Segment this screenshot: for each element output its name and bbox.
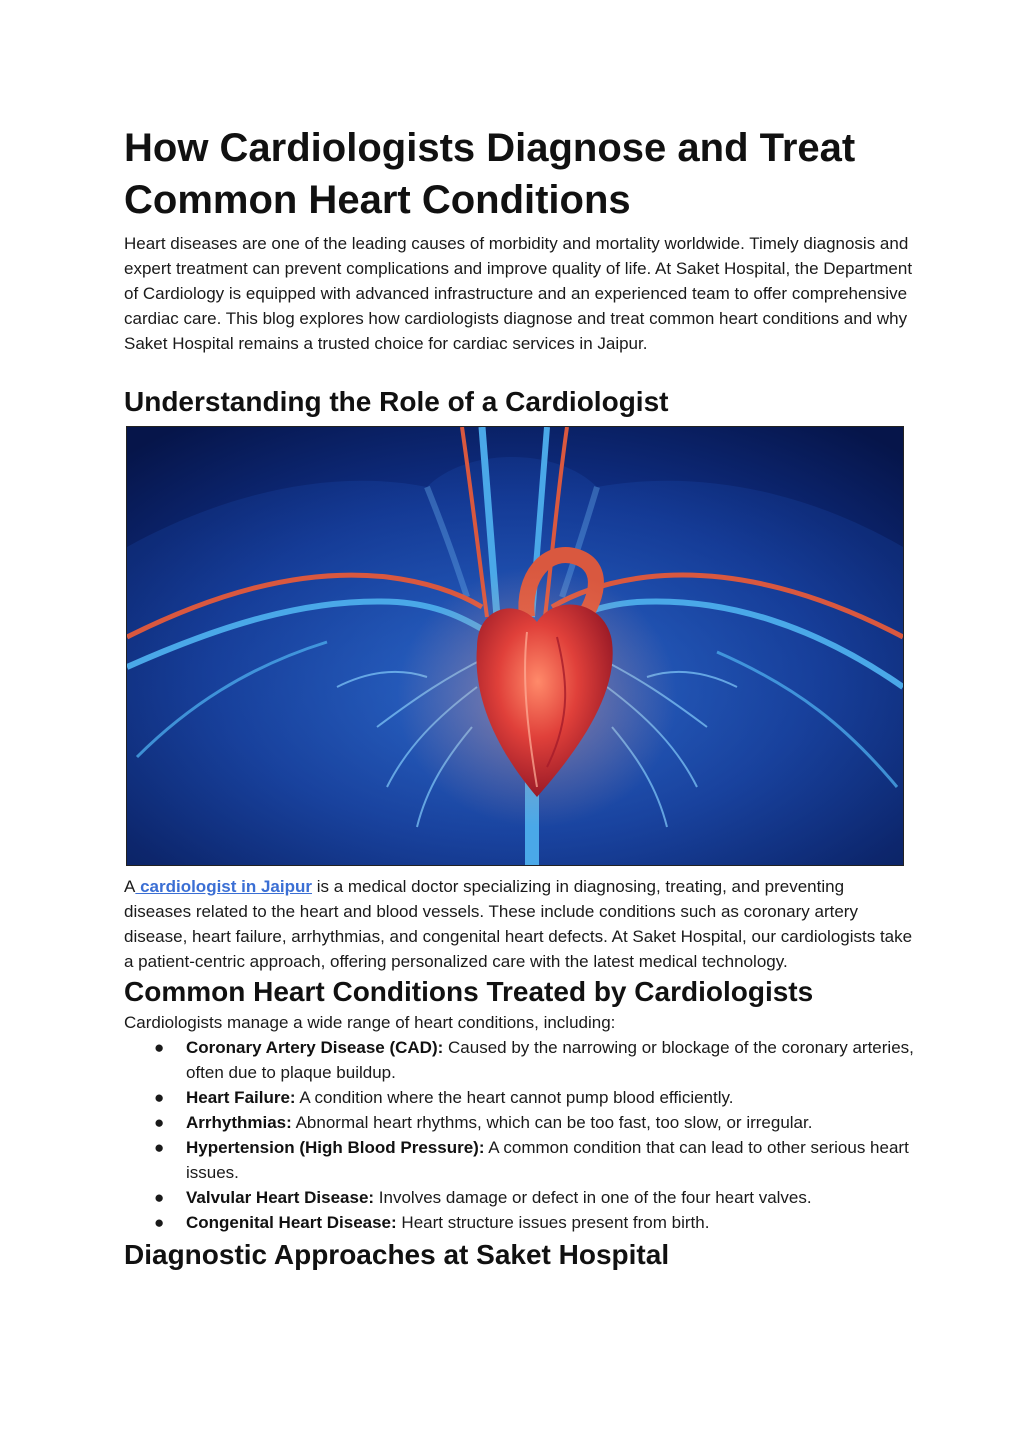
bullet-icon: ● [154,1213,165,1232]
bullet-icon: ● [154,1188,165,1207]
section-heading-diagnostic: Diagnostic Approaches at Saket Hospital [124,1239,670,1270]
bullet-icon: ● [154,1088,165,1107]
list-item-term: Coronary Artery Disease (CAD): [186,1038,444,1057]
common-lead-text: Cardiologists manage a wide range of heart conditions, including: [124,1013,616,1032]
role-paragraph-rest: is a medical doctor specializing in diagnosing, treating, and preventing diseases related to the heart and blood vessels. These include conditions such as coronary artery disease, heart failure, arrhythmias, and congenital heart defects. At Saket Hospital, our cardiologists take a patient-centric approach, offering personalized care with the latest medical technology. [124,877,913,971]
list-item-desc: A condition where the heart cannot pump blood efficiently. [295,1088,734,1107]
heart-anatomy-image [126,426,904,866]
section-heading-common: Common Heart Conditions Treated by Cardiologists [124,976,814,1007]
list-item [124,1085,914,1110]
list-item [124,1210,914,1235]
heart-anatomy-illustration-icon [127,427,903,865]
list-item-desc: A common condition that can lead to other serious heart issues. [186,1138,909,1182]
list-item-desc: Caused by the narrowing or blockage of the coronary arteries, often due to plaque buildup. [186,1038,914,1082]
bullet-icon: ● [154,1113,165,1132]
list-item-term: Congenital Heart Disease: [186,1213,397,1232]
bullet-icon: ● [154,1138,165,1157]
list-item-desc: Involves damage or defect in one of the four heart valves. [374,1188,812,1207]
role-paragraph [124,874,914,974]
cardiologist-in-jaipur-link[interactable]: cardiologist in Jaipur [135,877,312,896]
list-item [124,1185,914,1210]
page-title: How Cardiologists Diagnose and Treat Common Heart Conditions [124,126,856,222]
document-page [124,122,914,1273]
list-item-desc: Heart structure issues present from birth. [396,1213,710,1232]
intro-paragraph: Heart diseases are one of the leading causes of morbidity and mortality worldwide. Timely diagnosis and expert treatment can prevent complications and improve quality of life. At Saket Hospital, the Department of Cardiology is equipped with advanced infrastructure and an experienced team to offer comprehensive cardiac care. This blog explores how cardiologists diagnose and treat common heart conditions and why Saket Hospital remains a trusted choice for cardiac services in Jaipur. [124,234,913,353]
bullet-icon: ● [154,1038,165,1057]
list-item-term: Hypertension (High Blood Pressure): [186,1138,485,1157]
list-item-term: Arrhythmias: [186,1113,292,1132]
list-item-term: Heart Failure: [186,1088,296,1107]
list-item [124,1135,914,1185]
role-paragraph-prefix: A [124,877,136,896]
list-item-desc: Abnormal heart rhythms, which can be too fast, too slow, or irregular. [291,1113,813,1132]
list-item-term: Valvular Heart Disease: [186,1188,375,1207]
section-heading-role: Understanding the Role of a Cardiologist [124,386,669,417]
list-item [124,1110,914,1135]
conditions-list [124,1035,914,1235]
list-item [124,1035,914,1085]
